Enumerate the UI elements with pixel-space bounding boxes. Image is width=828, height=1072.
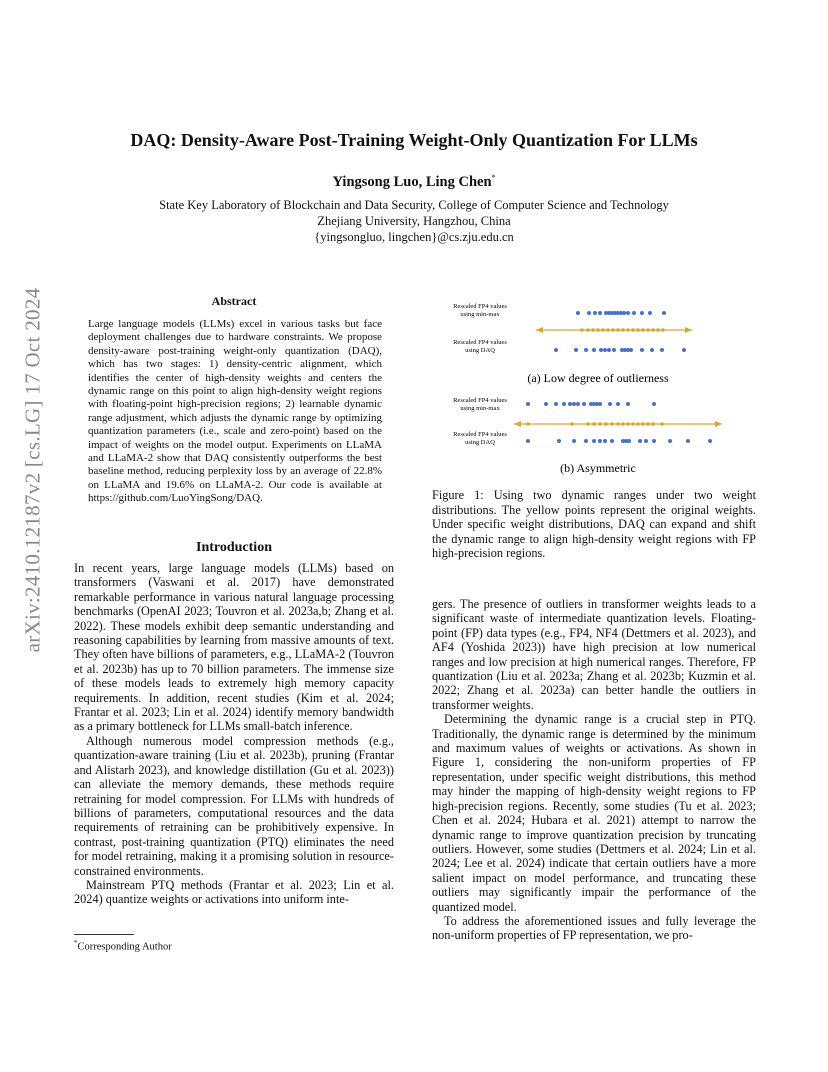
intro-paragraph-4: gers. The presence of outliers in transformer weights leads to a significant waste of intermediate quantization levels. Floating-point (FP) data types (e.g., FP4, NF4 (Dettmers et al. 2023), and AF4 (Yoshida 2023)) have high precision at low numerical ranges and low precision at high numerical ranges. Therefore, FP quantization (Liu et al. 2023a; Zhang et al. 2023b; Kuzmin et al. 2022; Zhang et al. 2023a) can better handle the outliers in transformer weights. (432, 597, 756, 712)
abstract-text: Large language models (LLMs) excel in various tasks but face deployment challenges due to hardware constraints. We propose density-aware post-training weight-only quantization (DAQ), which has two stages: 1) density-centric alignment, which identifies the center of high-density weights and centers the dynamic range on this point to align high-density weight regions with floating-point high-precision regions; 2) learnable dynamic range adjustment, which adjusts the dynamic range by optimizing quantization parameters (i.e., scale and zero-point) based on the impact of weights on the model output. Experiments on LLaMA and LLaMA-2 show that DAQ consistently outperforms the best baseline method, reducing perplexity loss by an average of 22.8% on LLaMA and 19.6% on LLaMA-2. Our code is available at https://github.com/LuoYingSong/DAQ. (88, 318, 382, 505)
footnote-text: Corresponding Author (77, 941, 172, 953)
arxiv-id: arXiv:2410.12187v2 [cs.LG] 17 Oct 2024 (20, 287, 45, 653)
panel-b-minmax-label-1: Rescaled FP4 values (453, 397, 507, 404)
intro-left-column (74, 561, 394, 907)
panel-a-daq-fp4-points (554, 348, 686, 352)
panel-a-minmax-fp4-points (576, 311, 666, 315)
corresponding-author-mark: * (491, 173, 496, 182)
intro-paragraph-6: To address the aforementioned issues and fully leverage the non-uniform properties of FP representation, we pro- (432, 913, 756, 943)
panel-b-daq-fp4-points (526, 439, 712, 443)
introduction-heading: Introduction (196, 540, 272, 555)
panel-a-daq-label-2: using DAQ (465, 347, 495, 354)
intro-paragraph-3: Mainstream PTQ methods (Frantar et al. 2023; Lin et al. 2024) quantize weights or activations into uniform inte- (74, 877, 394, 907)
intro-paragraph-2: Although numerous model compression methods (e.g., quantization-aware training (Liu et al. 2023b), pruning (Frantar and Alistarh 2023), and knowledge distillation (Gu et al. 2023)) can alleviate the memory demands, these methods require retraining for model compression. For LLMs with hundreds of billions of parameters, computational resources and the data requirements of retraining can be prohibitively expensive. In contrast, post-training quantization (PTQ) eliminates the need for model retraining, making it a promising solution in resource-constrained environments. (74, 733, 394, 878)
panel-a-weight-points (580, 328, 665, 332)
author-emails: {yingsongluo, lingchen}@cs.zju.edu.cn (314, 230, 514, 244)
affiliation-line-2: Zhejiang University, Hangzhou, China (317, 214, 511, 228)
affiliation-line-1: State Key Laboratory of Blockchain and Data Security, College of Computer Science and Technology (159, 198, 669, 212)
panel-a-minmax-label-2: using min-max (460, 311, 500, 318)
panel-b-minmax-label-2: using min-max (460, 405, 500, 412)
panel-b-minmax-fp4-points (526, 402, 656, 406)
panel-a-subcaption: (a) Low degree of outlierness (527, 371, 669, 385)
author-names: Yingsong Luo, Ling Chen (332, 173, 492, 190)
panel-a-minmax-label-1: Rescaled FP4 values (453, 303, 507, 310)
authors (60, 173, 768, 191)
arxiv-stamp (20, 287, 45, 653)
intro-paragraph-5: Determining the dynamic range is a crucial step in PTQ. Traditionally, the dynamic range is determined by the minimum and maximum values of weights or activations. As shown in Figure 1, considering the non-uniform properties of FP representation, under specific weight distributions, this method may hinder the mapping of high-density weight regions to FP high-precision regions. Recently, some studies (Tu et al. 2023; Chen et al. 2024; Hubara et al. 2021) attempt to narrow the dynamic range to improve quantization precision by truncating outliers. However, some studies (Dettmers et al. 2024; Lin et al. 2024; Lee et al. 2024) indicate that certain outliers have a more salient impact on model performance, and truncating these outliers may significantly impair the performance of the quantized model. (432, 712, 756, 914)
affiliation-block (60, 197, 768, 245)
panel-b-subcaption: (b) Asymmetric (560, 461, 636, 475)
footnote-rule (74, 934, 134, 935)
footnote (74, 939, 172, 953)
figure-1 (432, 296, 756, 481)
footnote-mark: * (74, 939, 78, 947)
panel-a-daq-label-1: Rescaled FP4 values (453, 339, 507, 346)
intro-right-column (432, 597, 756, 943)
intro-paragraph-1: In recent years, large language models (LLMs) based on transformers (Vaswani et al. 2017) have demonstrated remarkable performance in various natural language processing benchmarks (OpenAI 2023; Touvron et al. 2023a,b; Zhang et al. 2022). These models exhibit deep semantic understanding and reasoning capabilities by learning from massive amounts of text. They often have billions of parameters, e.g., LLaMA-2 (Touvron et al. 2023b) has up to 70 billion parameters. The immense size of these models leads to extremely high memory capacity requirements. In addition, recent studies (Kim et al. 2024; Frantar et al. 2023; Lin et al. 2024) identify memory bandwidth as a primary bottleneck for LLMs small-batch inference. (74, 561, 394, 734)
panel-b-daq-label-1: Rescaled FP4 values (453, 431, 507, 438)
figure-1-caption: Figure 1: Using two dynamic ranges under two weight distributions. The yellow points represent the original weights. Under specific weight distributions, DAQ can expand and shift the dynamic range to align high-density weight regions with FP high-precision regions. (432, 488, 756, 561)
panel-b-daq-label-2: using DAQ (465, 439, 495, 446)
figure-1-graphic (432, 296, 756, 481)
paper-title: DAQ: Density-Aware Post-Training Weight-Only Quantization For LLMs (130, 130, 698, 150)
abstract-heading: Abstract (211, 294, 257, 308)
